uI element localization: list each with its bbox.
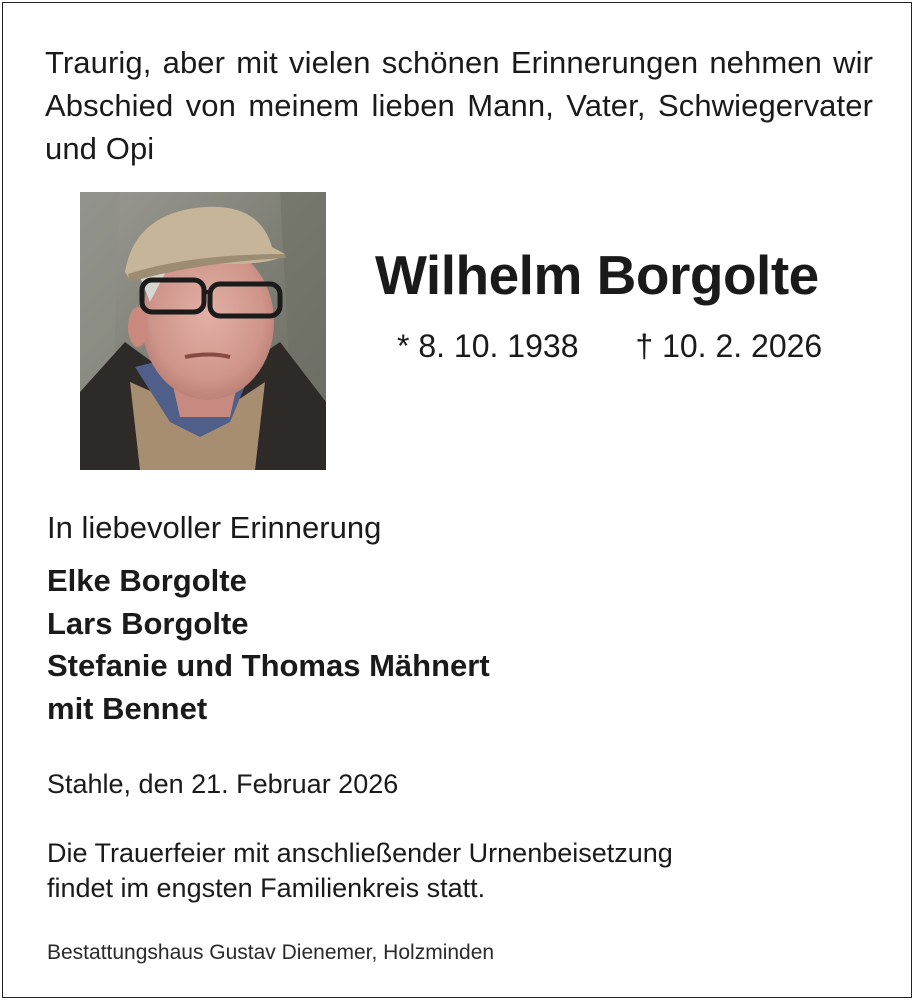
life-dates <box>397 325 822 367</box>
portrait-image <box>80 192 326 470</box>
mourner-list <box>47 560 490 730</box>
undertaker-name: Bestattungshaus Gustav Dienemer, Holzminden <box>47 941 495 964</box>
deceased-name: Wilhelm Borgolte <box>375 244 819 306</box>
ceremony-info <box>47 836 807 906</box>
birth-date: * 8. 10. 1938 <box>397 328 579 364</box>
mourner-name: Elke Borgolte <box>47 563 247 598</box>
mourner-name: Lars Borgolte <box>47 605 249 641</box>
memory-heading: In liebevoller Erinnerung <box>47 510 382 545</box>
ceremony-line: Die Trauerfeier mit anschließender Urnenbeisetzung <box>47 838 673 868</box>
mourner-name: mit Bennet <box>47 690 208 726</box>
death-date: † 10. 2. 2026 <box>635 328 823 364</box>
obituary-notice <box>2 2 912 998</box>
place-and-date: Stahle, den 21. Februar 2026 <box>47 769 399 799</box>
mourner-name: Stefanie und Thomas Mähnert <box>47 648 490 683</box>
portrait-photo <box>80 192 326 470</box>
intro-text: Traurig, aber mit vielen schönen Erinnerungen nehmen wir Abschied von meinem lieben Mann, Vater, Schwiegervater und Opi <box>45 45 873 166</box>
ceremony-line: findet im engsten Familienkreis statt. <box>47 873 486 903</box>
